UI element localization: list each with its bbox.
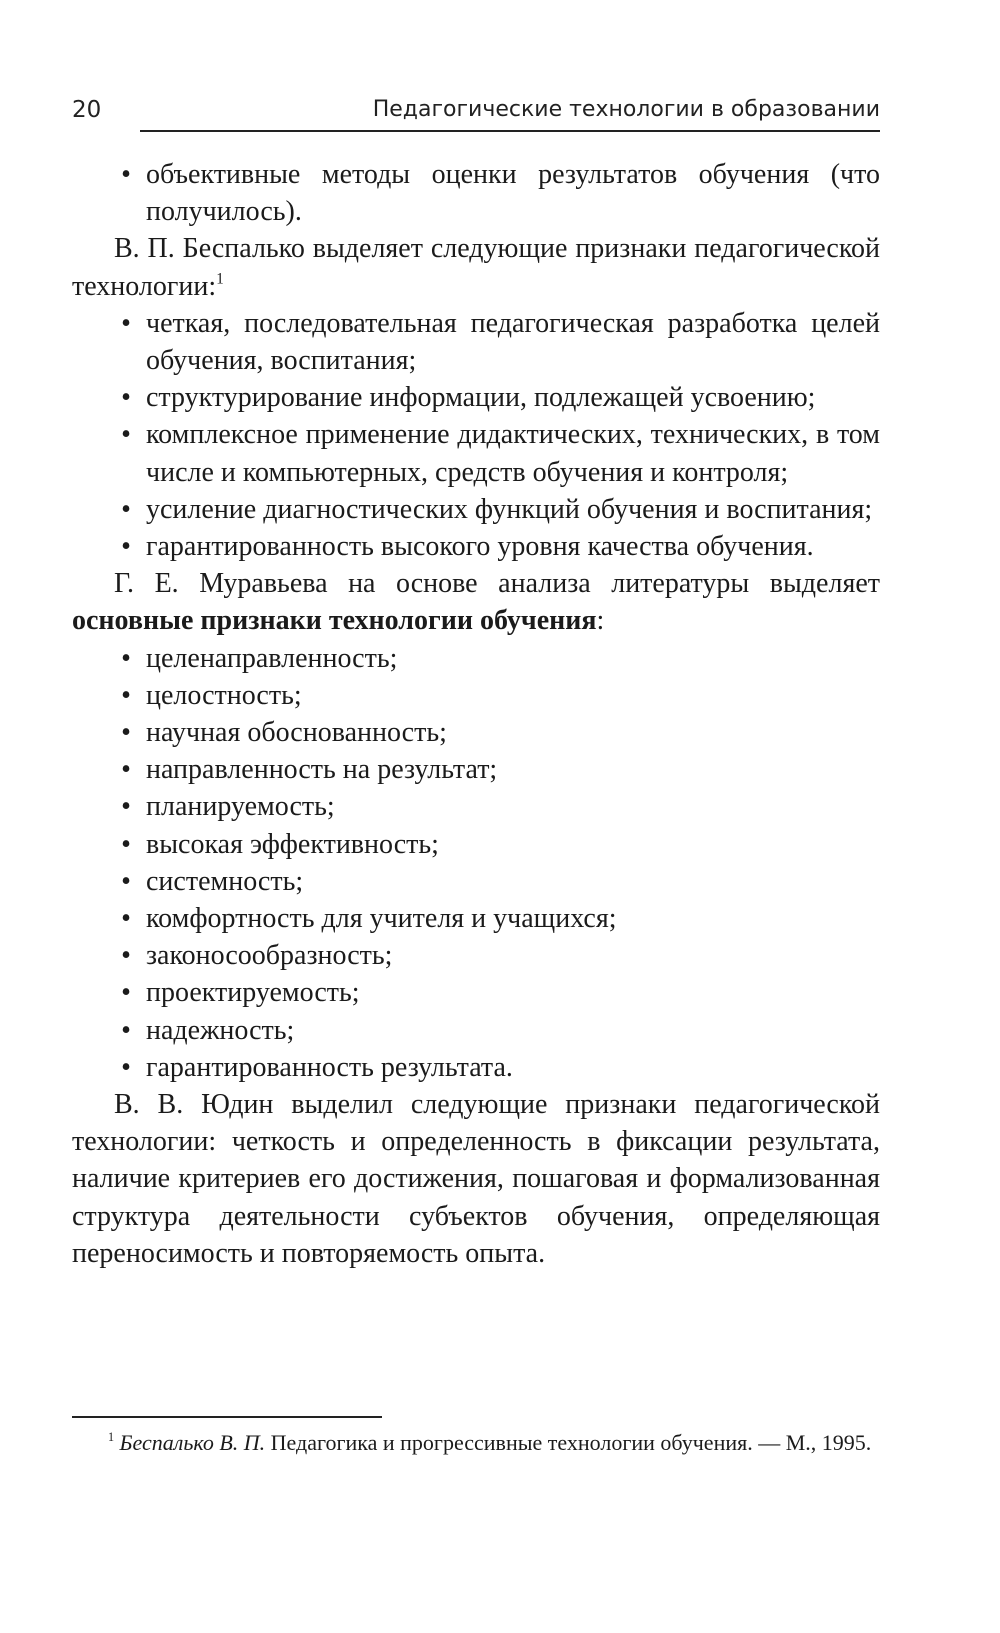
list-item-text: планируемость; [146, 791, 335, 823]
bullet-icon: • [121, 1014, 131, 1046]
list-item [72, 677, 880, 714]
list-item [72, 751, 880, 788]
list-item [72, 1012, 880, 1049]
running-title: Педагогические технологии в образовании [372, 97, 880, 122]
list-item-text: объективные методы оценки результатов обучения (что получилось). [146, 159, 880, 228]
list-item-text: направленность на результат; [146, 754, 498, 786]
list-item-text: комфортность для учителя и учащихся; [146, 903, 617, 935]
list-item [72, 788, 880, 825]
list-item [72, 1049, 880, 1086]
bullet-icon: • [121, 717, 131, 749]
list-item [72, 379, 880, 416]
bullet-icon: • [121, 977, 131, 1009]
list-item-text: проектируемость; [146, 977, 360, 1009]
list-item [72, 900, 880, 937]
list-item [72, 714, 880, 751]
list-item-text: усиление диагностических функций обучения и воспитания; [146, 493, 873, 525]
list-item [72, 416, 880, 490]
bullet-icon: • [121, 531, 131, 563]
paragraph-text: В. В. Юдин выделил следующие признаки педагогической технологии: четкость и определенность в фиксации результата, наличие критериев его достижения, пошаговая и формализованная структура деятельности субъектов обучения, определяющая переносимость и повторяемость опыта. [72, 1089, 880, 1269]
footnote-separator [72, 1416, 382, 1418]
list-item-text: комплексное применение дидактических, технических, в том числе и компьютерных, средств обучения и контроля; [146, 419, 880, 488]
list-item [72, 156, 880, 230]
list-item [72, 974, 880, 1011]
paragraph-bespalko [72, 230, 880, 304]
list-item-text: четкая, последовательная педагогическая разработка целей обучения, воспитания; [146, 307, 880, 377]
page-number: 20 [72, 97, 102, 123]
list-item [72, 826, 880, 863]
bullet-icon: • [121, 307, 131, 339]
list-item-text: законосообразность; [146, 940, 393, 972]
footnote-reference: 1 [216, 270, 224, 288]
list-item [72, 491, 880, 528]
list-item-text: надежность; [146, 1014, 295, 1046]
footnote-author: Беспалько В. П. [119, 1430, 266, 1455]
list-item [72, 640, 880, 677]
bespalko-list [72, 305, 880, 565]
list-item-text: целенаправленность; [146, 642, 398, 674]
list-item-text: высокая эффективность; [146, 828, 439, 860]
footnote [72, 1428, 880, 1458]
bullet-icon: • [121, 1051, 131, 1083]
paragraph-yudin [72, 1086, 880, 1272]
page-body [72, 156, 880, 1272]
footnote-text: Педагогика и прогрессивные технологии обучения. — М., 1995. [265, 1430, 872, 1455]
bullet-icon: • [121, 679, 131, 711]
list-item-text: системность; [146, 865, 304, 897]
muravieva-list [72, 640, 880, 1086]
paragraph-colon: : [596, 605, 605, 637]
list-item [72, 305, 880, 379]
bold-term: основные признаки технологии обучения [72, 605, 597, 637]
paragraph-text: Г. Е. Муравьева на основе анализа литературы выделяет [114, 568, 880, 600]
bullet-icon: • [121, 828, 131, 860]
bullet-icon: • [121, 940, 131, 972]
list-item-text: научная обоснованность; [146, 717, 447, 749]
bullet-icon: • [121, 754, 131, 786]
header-rule [140, 130, 880, 132]
list-item [72, 528, 880, 565]
list-item-text: гарантированность высокого уровня качества обучения. [146, 531, 814, 563]
list-item [72, 937, 880, 974]
bullet-icon: • [121, 791, 131, 823]
list-item [72, 863, 880, 900]
footnote-mark: 1 [108, 1429, 115, 1444]
list-item-text: структурирование информации, подлежащей усвоению; [146, 382, 816, 414]
bullet-icon: • [121, 159, 131, 190]
page-header [72, 88, 880, 132]
bullet-icon: • [121, 642, 131, 674]
bullet-icon: • [121, 382, 131, 414]
bullet-icon: • [121, 493, 131, 525]
list-item-text: гарантированность результата. [146, 1051, 513, 1083]
bullet-icon: • [121, 903, 131, 935]
bullet-icon: • [121, 865, 131, 897]
list-item-text: целостность; [146, 679, 302, 711]
bullet-icon: • [121, 419, 131, 451]
continued-list [72, 156, 880, 230]
paragraph-muravieva [72, 565, 880, 639]
paragraph-text: В. П. Беспалько выделяет следующие признаки педагогической технологии: [72, 233, 880, 302]
